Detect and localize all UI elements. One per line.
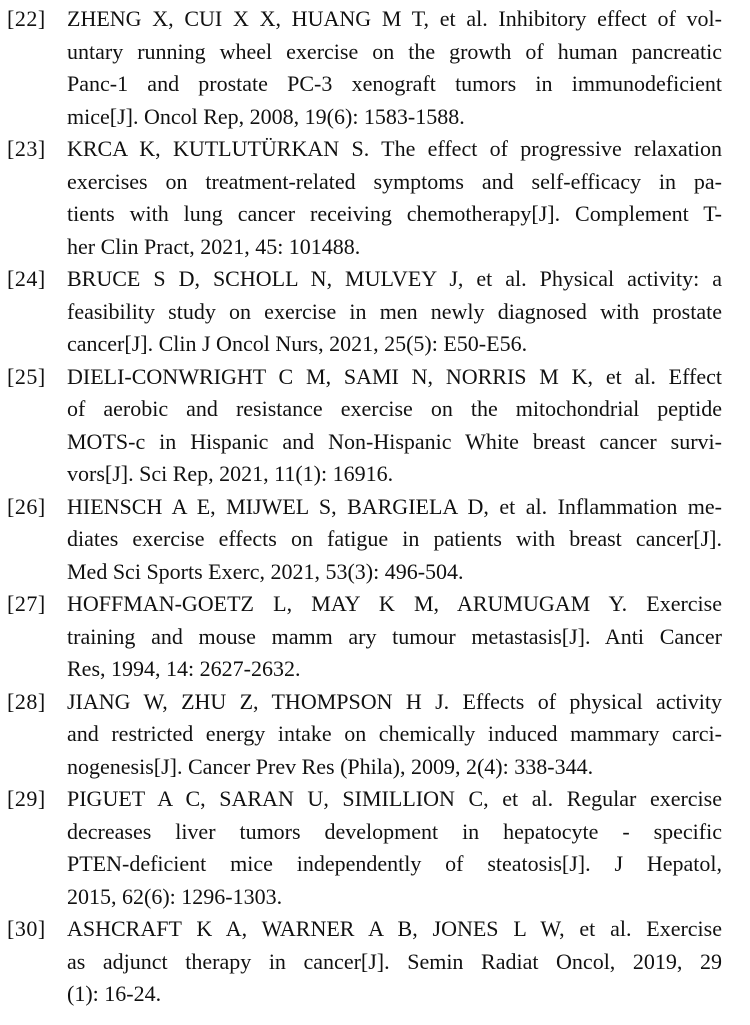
reference-line: HOFFMAN-GOETZ L, MAY K M, ARUMUGAM Y. Exercise	[67, 591, 722, 616]
reference-line: MOTS-c in Hispanic and Non-Hispanic White breast cancer survi-	[67, 428, 722, 454]
reference-line: nogenesis[J]. Cancer Prev Res (Phila), 2009, 2(4): 338-344.	[67, 753, 594, 779]
reference-line: 2015, 62(6): 1296-1303.	[67, 883, 283, 909]
reference-line: of aerobic and resistance exercise on the mitochondrial peptide	[67, 396, 722, 421]
reference-number: [23]	[7, 136, 46, 161]
reference-24	[0, 263, 750, 361]
reference-22	[0, 3, 750, 133]
reference-number: [24]	[7, 266, 46, 291]
reference-number: [25]	[7, 363, 46, 389]
reference-line: BRUCE S D, SCHOLL N, MULVEY J, et al. Physical activity: a	[67, 266, 722, 291]
reference-number: [27]	[7, 591, 46, 616]
reference-line: and restricted energy intake on chemically induced mammary carci-	[67, 721, 722, 746]
reference-line: decreases liver tumors development in hepatocyte - specific	[67, 818, 722, 844]
reference-line: feasibility study on exercise in men newly diagnosed with prostate	[67, 298, 722, 324]
reference-line: cancer[J]. Clin J Oncol Nurs, 2021, 25(5): E50-E56.	[67, 331, 528, 356]
reference-28	[0, 686, 750, 784]
reference-29	[0, 783, 750, 913]
reference-line: training and mouse mamm ary tumour metastasis[J]. Anti Cancer	[67, 623, 722, 649]
reference-line: Med Sci Sports Exerc, 2021, 53(3): 496-504.	[67, 558, 464, 584]
reference-line: Res, 1994, 14: 2627-2632.	[67, 656, 301, 681]
reference-line: exercises on treatment-related symptoms and self-efficacy in pa-	[67, 168, 722, 194]
reference-line: PIGUET A C, SARAN U, SIMILLION C, et al. Regular exercise	[67, 786, 722, 811]
reference-number: [30]	[7, 916, 46, 941]
reference-line: diates exercise effects on fatigue in patients with breast cancer[J].	[67, 526, 722, 551]
reference-line: ZHENG X, CUI X X, HUANG M T, et al. Inhibitory effect of vol-	[67, 6, 722, 31]
reference-number: [29]	[7, 786, 46, 811]
reference-line: (1): 16-24.	[67, 981, 162, 1006]
reference-line: tients with lung cancer receiving chemotherapy[J]. Complement T-	[67, 201, 722, 226]
reference-25	[0, 361, 750, 491]
reference-line: untary running wheel exercise on the growth of human pancreatic	[67, 38, 722, 64]
reference-26	[0, 491, 750, 589]
reference-number: [22]	[7, 6, 46, 31]
reference-line: ASHCRAFT K A, WARNER A B, JONES L W, et al. Exercise	[67, 916, 722, 941]
reference-line: as adjunct therapy in cancer[J]. Semin Radiat Oncol, 2019, 29	[67, 948, 722, 974]
reference-line: JIANG W, ZHU Z, THOMPSON H J. Effects of physical activity	[67, 688, 722, 714]
reference-30	[0, 913, 750, 1011]
reference-number: [28]	[7, 688, 46, 714]
reference-line: vors[J]. Sci Rep, 2021, 11(1): 16916.	[67, 461, 394, 486]
reference-number: [26]	[7, 493, 46, 519]
reference-line: KRCA K, KUTLUTÜRKAN S. The effect of progressive relaxation	[67, 136, 722, 161]
reference-27	[0, 588, 750, 686]
reference-line: mice[J]. Oncol Rep, 2008, 19(6): 1583-1588.	[67, 103, 465, 129]
reference-line: her Clin Pract, 2021, 45: 101488.	[67, 233, 361, 259]
reference-line: HIENSCH A E, MIJWEL S, BARGIELA D, et al. Inflammation me-	[67, 493, 722, 519]
reference-line: DIELI-CONWRIGHT C M, SAMI N, NORRIS M K, et al. Effect	[67, 363, 722, 389]
reference-line: PTEN-deficient mice independently of steatosis[J]. J Hepatol,	[67, 851, 722, 876]
reference-23	[0, 133, 750, 263]
reference-line: Panc-1 and prostate PC-3 xenograft tumors in immunodeficient	[67, 71, 722, 96]
